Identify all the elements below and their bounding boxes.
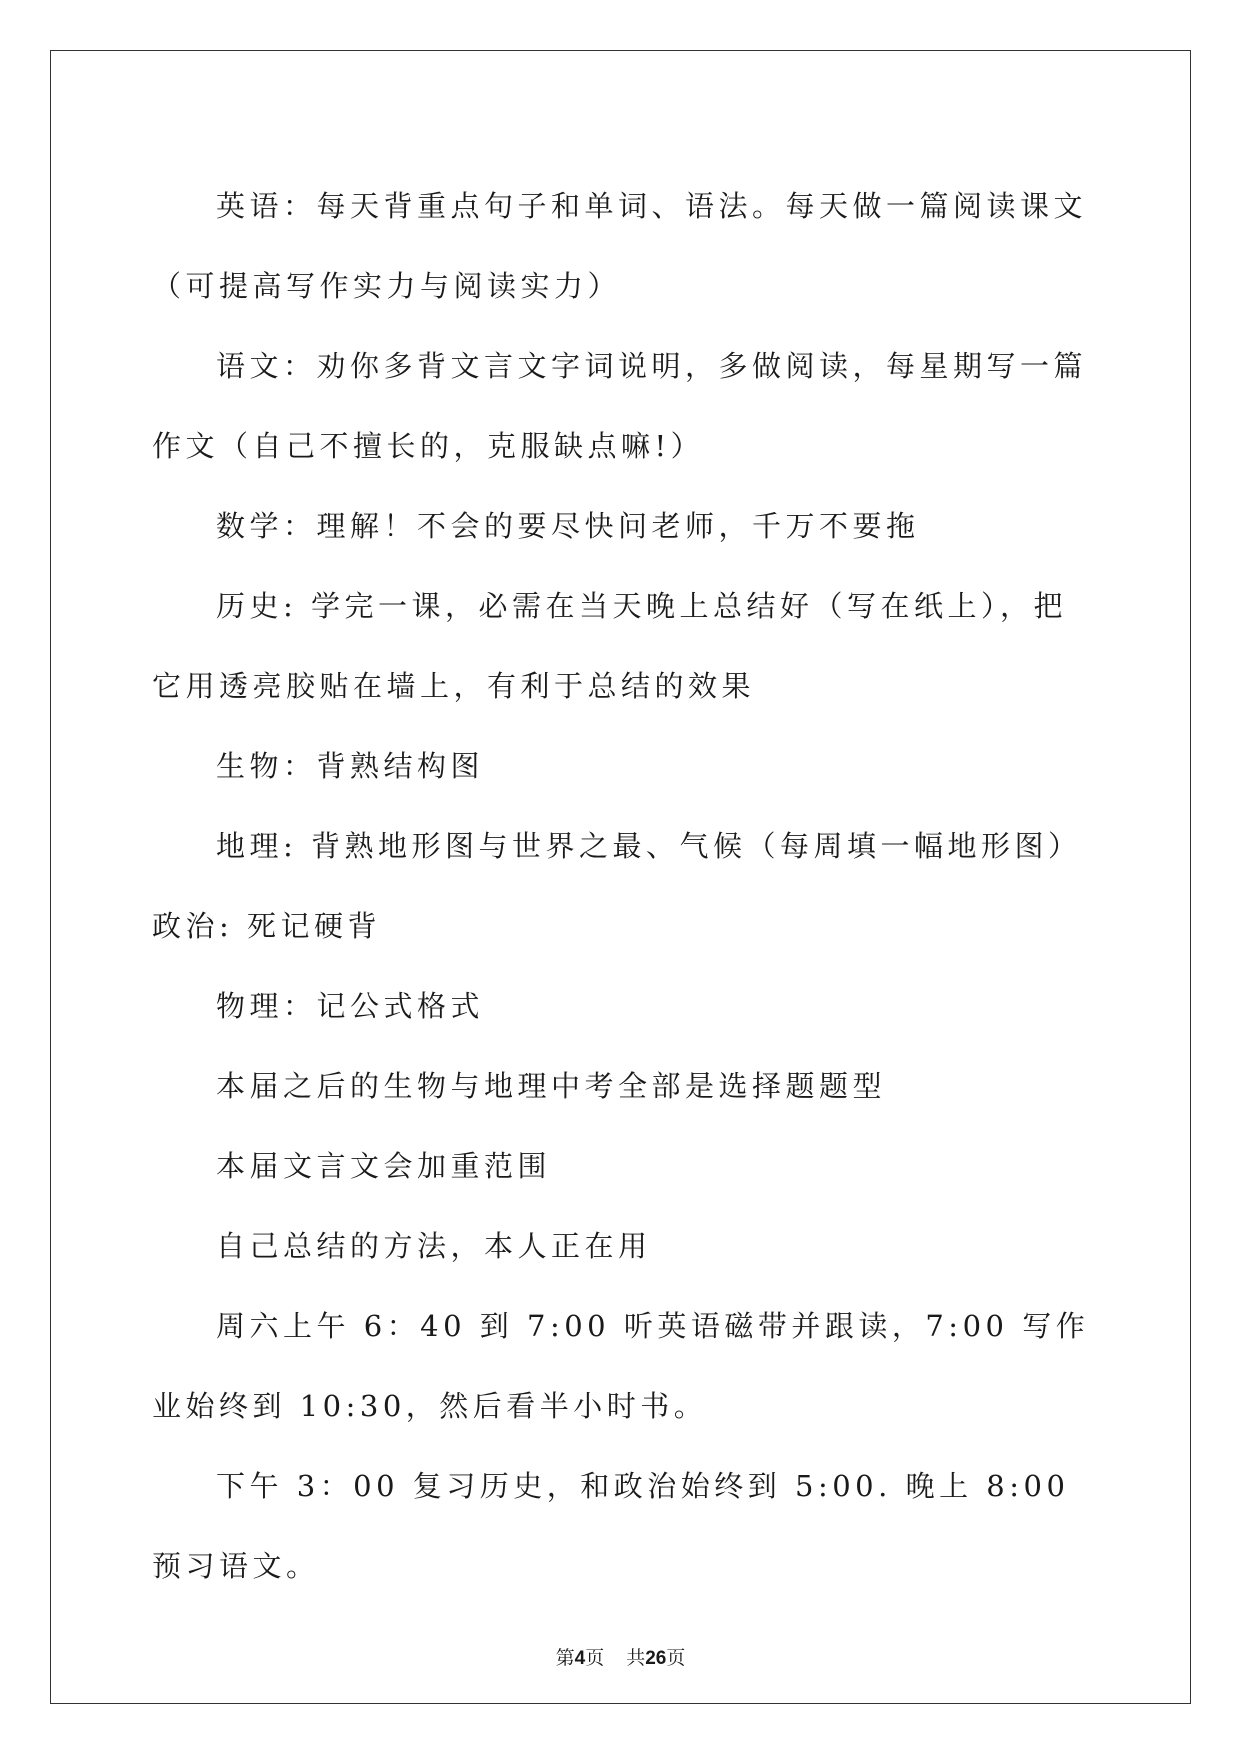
page-prefix: 第: [555, 1647, 575, 1669]
paragraph-english: 英语：每天背重点句子和单词、语法。每天做一篇阅读课文（可提高写作实力与阅读实力）: [152, 189, 1088, 303]
total-pages: 26: [645, 1648, 667, 1669]
paragraph-chinese: 语文：劝你多背文言文字词说明，多做阅读，每星期写一篇作文（自己不擅长的，克服缺点嘛!）: [152, 349, 1088, 463]
paragraph-biology: 生物：背熟结构图: [216, 749, 485, 783]
paragraph-geography-politics: 地理: 背熟地形图与世界之最、气候（每周填一幅地形图） 政治: 死记硬背: [152, 829, 1082, 943]
paragraph-exam-format: 本届之后的生物与地理中考全部是选择题题型: [216, 1069, 887, 1103]
page-number: 4: [574, 1648, 586, 1669]
page-suffix: 页: [585, 1647, 605, 1669]
paragraph-physics: 物理：记公式格式: [216, 989, 485, 1023]
paragraph-classical-chinese: 本届文言文会加重范围: [216, 1149, 552, 1183]
total-prefix: 共: [626, 1647, 646, 1669]
paragraph-math: 数学：理解！不会的要尽快问老师，千万不要拖: [216, 509, 920, 543]
total-suffix: 页: [666, 1647, 686, 1669]
paragraph-saturday-afternoon: 下午 3：00 复习历史，和政治始终到 5:00. 晚上 8:00 预习语文。: [152, 1469, 1070, 1583]
paragraph-saturday-morning: 周六上午 6：40 到 7:00 听英语磁带并跟读，7:00 写作业始终到 10:30，然后看半小时书。: [152, 1309, 1090, 1423]
paragraph-history: 历史: 学完一课，必需在当天晚上总结好（写在纸上），把它用透亮胶贴在墙上，有利于总结的效果: [152, 589, 1067, 703]
document-body: [152, 166, 1092, 1606]
page-footer: [0, 1643, 1241, 1670]
paragraph-own-method: 自己总结的方法，本人正在用: [216, 1229, 652, 1263]
